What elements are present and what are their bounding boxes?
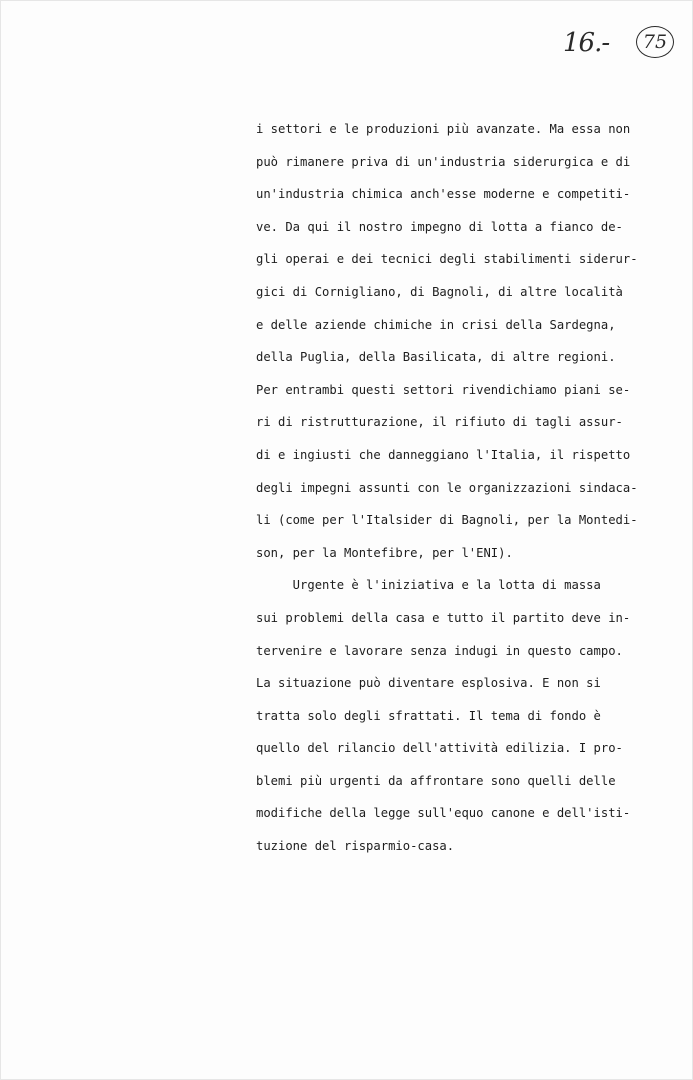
text-line: tratta solo degli sfrattati. Il tema di fondo è: [256, 708, 601, 723]
text-line: Per entrambi questi settori rivendichiamo piani se-: [256, 382, 631, 397]
text-line: degli impegni assunti con le organizzazioni sindaca-: [256, 480, 638, 495]
text-line: blemi più urgenti da affrontare sono quelli delle: [256, 773, 616, 788]
text-line: modifiche della legge sull'equo canone e dell'isti-: [256, 806, 631, 821]
text-line: ri di ristrutturazione, il rifiuto di tagli assur-: [256, 415, 623, 430]
text-line: gici di Cornigliano, di Bagnoli, di altre località: [256, 284, 623, 299]
text-line: tervenire e lavorare senza indugi in questo campo.: [256, 643, 623, 658]
circled-page-stamp: 75: [636, 26, 674, 58]
text-line: quello del rilancio dell'attività edilizia. I pro-: [256, 741, 623, 756]
text-line: può rimanere priva di un'industria siderurgica e di: [256, 154, 631, 169]
text-line: della Puglia, della Basilicata, di altre regioni.: [256, 350, 616, 365]
text-line: La situazione può diventare esplosiva. E non si: [256, 676, 601, 691]
text-line: di e ingiusti che danneggiano l'Italia, il rispetto: [256, 447, 631, 462]
text-line: i settori e le produzioni più avanzate. Ma essa non: [256, 122, 631, 136]
text-line: sui problemi della casa e tutto il partito deve in-: [256, 610, 631, 625]
text-line: tuzione del risparmio-casa.: [256, 839, 455, 854]
text-line: e delle aziende chimiche in crisi della Sardegna,: [256, 317, 616, 332]
text-line: un'industria chimica anch'esse moderne e competiti-: [256, 187, 631, 202]
text-line: Urgente è l'iniziativa e la lotta di massa: [256, 578, 601, 593]
body-text: [256, 115, 638, 865]
text-line: ve. Da qui il nostro impegno di lotta a fianco de-: [256, 219, 623, 234]
text-line: li (come per l'Italsider di Bagnoli, per la Montedi-: [256, 513, 638, 528]
text-line: son, per la Montefibre, per l'ENI).: [256, 545, 513, 560]
text-line: gli operai e dei tecnici degli stabilimenti siderur-: [256, 252, 638, 267]
page-number: 16.-: [563, 28, 610, 58]
